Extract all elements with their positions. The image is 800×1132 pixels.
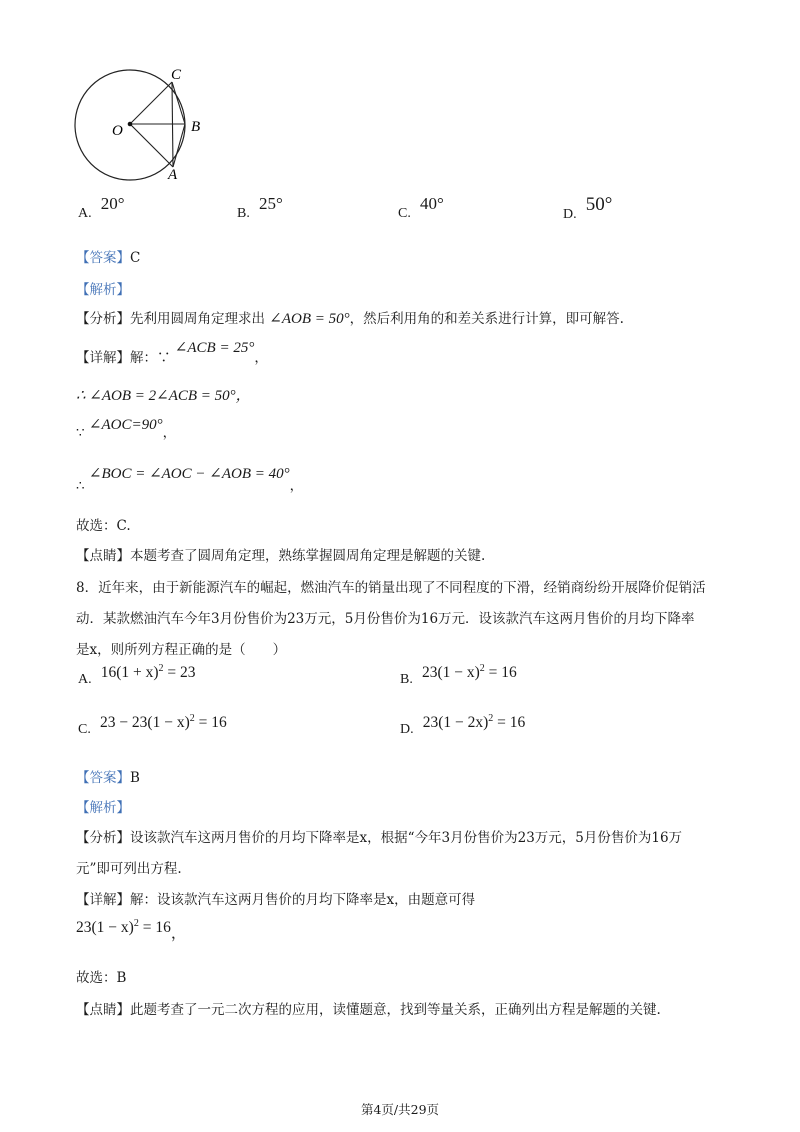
q8-dianjing bbox=[76, 998, 661, 1018]
label-o: O bbox=[112, 123, 123, 139]
q8-xiangjie bbox=[76, 888, 475, 908]
q8-answer bbox=[76, 766, 140, 786]
q8-stem-line3: 是x，则所列方程正确的是（ ） bbox=[76, 642, 287, 658]
fenxi-tag: 【分析】 bbox=[76, 830, 130, 846]
option-letter: D. bbox=[563, 207, 577, 222]
step2-math: ∠AOC=90° bbox=[88, 417, 163, 433]
option-equation: $23(1 - 2x)^2 = 16$ bbox=[422, 712, 526, 731]
q7-option-a bbox=[78, 194, 125, 222]
label-c: C bbox=[171, 67, 182, 83]
q8-equation: $23(1 - x)^2 = 16$， bbox=[76, 917, 187, 942]
fenxi-post: ，然后利用角的和差关系进行计算，即可解答. bbox=[349, 311, 624, 327]
option-value: 20° bbox=[100, 194, 125, 213]
segment-oc bbox=[130, 82, 172, 124]
answer-value: C bbox=[130, 250, 141, 266]
option-value: 50° bbox=[585, 194, 613, 215]
dianjing-tag: 【点睛】 bbox=[76, 1002, 130, 1018]
segment-ca bbox=[172, 82, 173, 167]
step3-math: ∠BOC = ∠AOC − ∠AOB = 40° bbox=[88, 466, 290, 482]
q7-xiangjie bbox=[76, 340, 268, 367]
q7-option-d bbox=[563, 194, 613, 224]
q8-option-a bbox=[78, 662, 196, 688]
answer-tag: 【答案】 bbox=[76, 770, 130, 786]
q8-option-d bbox=[400, 712, 526, 738]
q8-option-b bbox=[400, 662, 517, 688]
center-point bbox=[128, 122, 133, 127]
q7-step3 bbox=[76, 462, 304, 494]
answer-tag: 【答案】 bbox=[76, 250, 130, 266]
dianjing-tag: 【点睛】 bbox=[76, 548, 130, 564]
option-equation: $23 - 23(1 - x)^2 = 16$ bbox=[99, 712, 227, 731]
option-letter: C. bbox=[398, 206, 411, 221]
q8-analysis-tag: 【解析】 bbox=[76, 800, 130, 816]
q8-choose: 故选：B bbox=[76, 970, 127, 986]
option-equation: $23(1 - x)^2 = 16$ bbox=[421, 662, 517, 681]
q8-stem-line2: 动．某款燃油汽车今年3月份售价为23万元，5月份售价为16万元．设该款汽车这两月售价的月均下降率 bbox=[76, 611, 695, 627]
q7-option-c bbox=[398, 194, 444, 222]
label-b: B bbox=[191, 119, 201, 135]
q7-option-b bbox=[237, 194, 283, 222]
dianjing-text: 本题考查了圆周角定理，熟练掌握圆周角定理是解题的关键. bbox=[130, 548, 486, 564]
segment-ab bbox=[173, 124, 185, 167]
fenxi-text: 设该款汽车这两月售价的月均下降率是x，根据“今年3月份售价为23万元，5月份售价为16万 bbox=[130, 830, 683, 846]
label-a: A bbox=[168, 167, 178, 183]
q7-dianjing bbox=[76, 544, 485, 564]
q7-step1: ∴ ∠AOB = 2∠ACB = 50°， bbox=[76, 388, 251, 404]
therefore-symbol: ∴ bbox=[76, 478, 85, 494]
option-letter: B. bbox=[400, 672, 413, 687]
option-letter: D. bbox=[400, 722, 414, 737]
q8-stem-line1: 8．近年来，由于新能源汽车的崛起，燃油汽车的销量出现了不同程度的下滑，经销商纷纷开展降价促销活 bbox=[76, 580, 706, 596]
option-value: 40° bbox=[419, 194, 444, 213]
option-value: 25° bbox=[258, 194, 283, 213]
q8-option-c bbox=[78, 712, 227, 738]
q7-step2 bbox=[76, 413, 177, 441]
q7-analysis-tag: 【解析】 bbox=[76, 282, 130, 298]
dianjing-text: 此题考查了一元二次方程的应用，读懂题意，找到等量关系，正确列出方程是解题的关键. bbox=[130, 1002, 661, 1018]
step2-tail: ， bbox=[162, 425, 177, 441]
fenxi-math: ∠AOB = 50° bbox=[269, 311, 350, 327]
option-equation: $16(1 + x)^2 = 23$ bbox=[100, 662, 196, 681]
fenxi-tag: 【分析】 bbox=[76, 311, 130, 327]
xiangjie-text: 解：设该款汽车这两月售价的月均下降率是x，由题意可得 bbox=[130, 892, 476, 908]
q7-answer bbox=[76, 246, 140, 266]
circle-figure bbox=[60, 55, 230, 190]
step0-math: ∠ACB = 25° bbox=[174, 340, 255, 356]
xiangjie-tag: 【详解】 bbox=[76, 350, 130, 366]
segment-oa bbox=[130, 124, 173, 167]
page-footer: 第4页/共29页 bbox=[360, 1102, 440, 1117]
answer-value: B bbox=[130, 770, 140, 786]
option-letter: B. bbox=[237, 206, 250, 221]
option-letter: A. bbox=[78, 672, 92, 687]
step0-tail: ， bbox=[254, 350, 268, 366]
segment-cb bbox=[172, 82, 185, 124]
option-letter: C. bbox=[78, 722, 91, 737]
q7-fenxi bbox=[76, 307, 624, 328]
q8-fenxi-line2: 元”即可列出方程. bbox=[76, 861, 182, 877]
because-symbol: ∵ bbox=[76, 425, 85, 441]
step3-tail: ， bbox=[289, 478, 304, 494]
q8-fenxi-line1 bbox=[76, 826, 682, 846]
fenxi-pre: 先利用圆周角定理求出 bbox=[130, 311, 265, 327]
option-letter: A. bbox=[78, 206, 92, 221]
xiangjie-pre: 解：∵ bbox=[130, 350, 171, 366]
q7-choose: 故选：C. bbox=[76, 518, 131, 534]
xiangjie-tag: 【详解】 bbox=[76, 892, 130, 908]
